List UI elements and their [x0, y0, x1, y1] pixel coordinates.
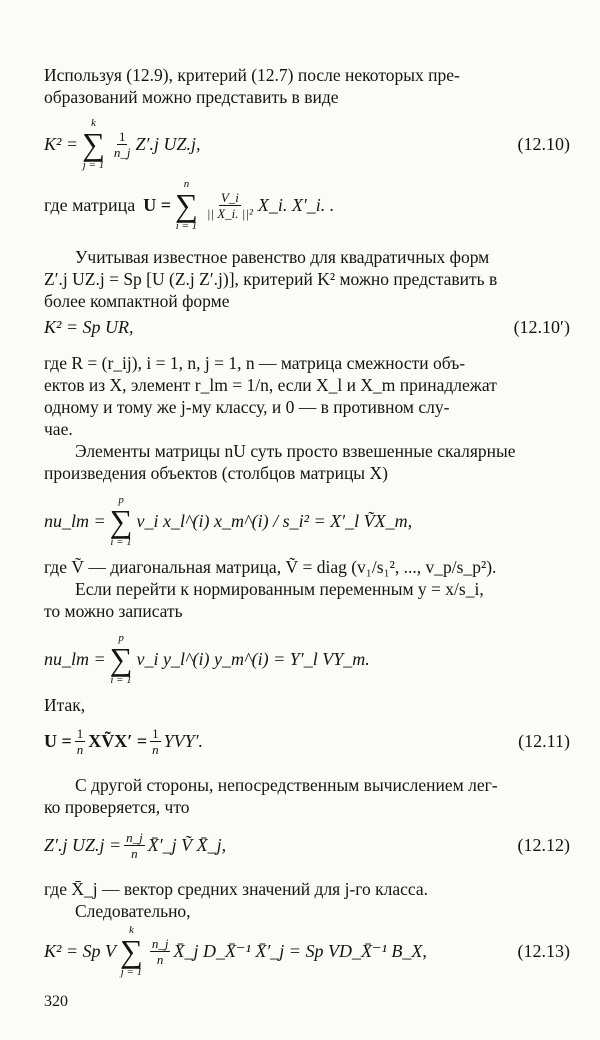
text-line: одному и тому же j-му классу, и 0 — в противном слу-: [44, 397, 450, 417]
text-line: ектов из X, элемент r_lm = 1/n, если X_l и X_m принадлежат: [44, 375, 497, 395]
text-line: Следовательно,: [75, 901, 191, 921]
equation-u-definition: [44, 176, 570, 234]
text-line: С другой стороны, непосредственным вычислением лег-: [75, 775, 498, 795]
sum-symbol: p ∑ i = 1: [109, 494, 133, 548]
text-line: Итак,: [44, 695, 86, 715]
fraction: $\frac{n\_j}{n}$: [151, 935, 169, 967]
text-line: Учитывая известное равенство для квадратичных форм: [75, 247, 490, 267]
equation-12-10: [44, 116, 570, 172]
sum-symbol: n ∑ i = 1: [175, 178, 198, 232]
text-line: Если перейти к нормированным переменным y = x/s_i,: [75, 579, 484, 599]
equation-12-11: [44, 718, 570, 764]
fraction: $\frac{n\_j}{n}$: [126, 829, 143, 861]
eq-rhs: X_i. X′_i. .: [257, 194, 335, 215]
eq-rhs: Z′.j UZ.j,: [135, 133, 201, 154]
eq-lhs: K² = Sp UR,: [44, 316, 134, 337]
eq-rhs: X̄′_j Ṽ X̄_j,: [147, 834, 227, 855]
fraction: $\frac{1}{n}$: [76, 725, 84, 757]
text-line: произведения объектов (столбцов матрицы X): [44, 463, 388, 483]
text-line: Z′.j UZ.j = Sp [U (Z.j Z′.j)], критерий K² можно представить в: [44, 269, 498, 289]
text-line: более компактной форме: [44, 291, 230, 311]
text-line: где Ṽ — диагональная матрица, Ṽ = diag (v₁/s₁², ..., v_p/s_p²).: [44, 557, 497, 577]
sum-symbol: k ∑ j = 1: [120, 924, 143, 978]
eq-lhs: U =: [143, 194, 172, 215]
eq-prefix: где матрица: [44, 194, 136, 215]
equation-number: (12.11): [518, 730, 570, 751]
sum-symbol: p ∑ i = 1: [109, 632, 133, 686]
eq-rhs: YVY′.: [163, 730, 204, 751]
equation-number: (12.13): [517, 940, 570, 961]
equation-number: (12.10): [517, 133, 570, 154]
equation-nu-lm-weighted: [44, 492, 570, 550]
text-line: Используя (12.9), критерий (12.7) после некоторых пре-: [44, 65, 460, 85]
text-line: где X̄_j — вектор средних значений для j-го класса.: [44, 879, 429, 899]
equation-number: (12.12): [517, 834, 570, 855]
eq-rhs: v_i y_l^(i) y_m^(i) = Y′_l VY_m.: [136, 648, 370, 669]
equation-number: (12.10′): [513, 316, 570, 337]
text-line: Элементы матрицы nU суть просто взвешенные скалярные: [75, 441, 516, 461]
equation-12-13: [44, 922, 570, 980]
equation-12-12: [44, 822, 570, 868]
equation-12-10-prime: [44, 314, 570, 340]
equation-nu-lm-normalized: [44, 630, 570, 688]
eq-middle: XṼX′ =: [88, 730, 148, 751]
text-line: то можно записать: [44, 601, 183, 621]
text-line: ко проверяется, что: [44, 797, 190, 817]
eq-lhs: nu_lm =: [44, 510, 106, 531]
eq-lhs: K² = Sp V: [44, 940, 117, 961]
eq-lhs: nu_lm =: [44, 648, 106, 669]
eq-lhs: Z′.j UZ.j =: [44, 834, 122, 855]
eq-lhs: U =: [44, 730, 72, 751]
eq-rhs: X̄_j D_X̄⁻¹ X̄′_j = Sp VD_X̄⁻¹ B_X,: [173, 940, 427, 961]
text-line: образований можно представить в виде: [44, 87, 339, 107]
sum-symbol: k ∑ j = 1: [82, 117, 105, 171]
eq-lhs: K² =: [44, 133, 79, 154]
page-number: 320: [44, 993, 68, 1010]
text-line: чае.: [44, 419, 73, 439]
fraction: $\frac{V\_i}{\text{|| X\_i. ||²}}$: [206, 189, 253, 221]
fraction: $\frac{1}{n\_j}$: [113, 128, 131, 160]
fraction: $\frac{1}{n}$: [152, 725, 159, 757]
text-line: где R = (r_ij), i = 1, n, j = 1, n — матрица смежности объ-: [44, 353, 466, 373]
eq-rhs: v_i x_l^(i) x_m^(i) / s_i² = X′_l ṼX_m,: [136, 510, 413, 531]
